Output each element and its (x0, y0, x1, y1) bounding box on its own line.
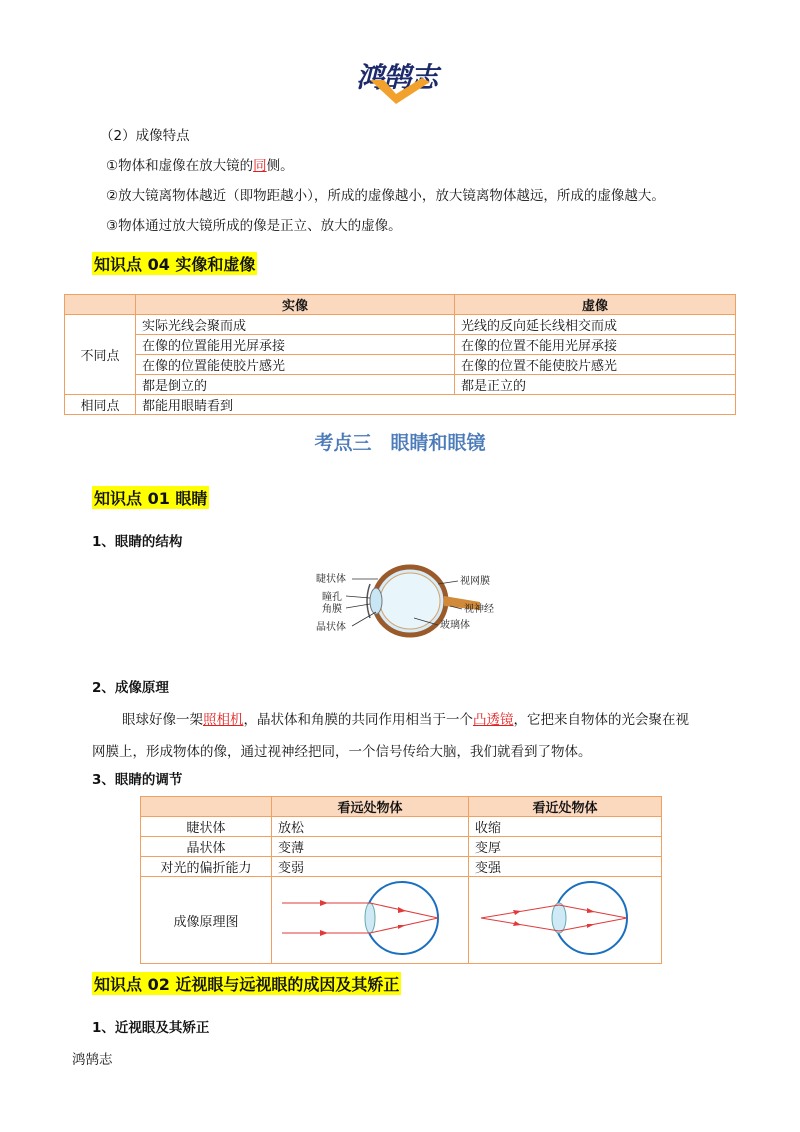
far-diagram-cell (272, 877, 469, 964)
principle-text-post: ，它把来自物体的光会聚在视 (513, 712, 689, 728)
table-row (141, 877, 662, 964)
feature-item-1-pre: ①物体和虚像在放大镜的 (106, 158, 254, 174)
kp01-title: 知识点 01 眼睛 (92, 486, 209, 509)
real-virtual-table (64, 294, 736, 415)
imaging-principle-line-2: 网膜上，形成物体的像，通过视神经把同，一个信号传给大脑，我们就看到了物体。 (92, 744, 592, 760)
table-cell: 在像的位置能使胶片感光 (136, 355, 455, 375)
kp04-title: 知识点 04 实像和虚像 (92, 252, 257, 275)
same-text: 都能用眼睛看到 (136, 395, 736, 415)
table-row (141, 857, 662, 877)
far-vision-diagram (272, 877, 468, 959)
feature-item-1-emphasis: 同 (253, 158, 267, 174)
table-cell: 在像的位置能用光屏承接 (136, 335, 455, 355)
table-row (65, 375, 736, 395)
table-row (141, 817, 662, 837)
table-row (65, 355, 736, 375)
table-cell: 在像的位置不能用光屏承接 (455, 335, 736, 355)
feature-item-3: ③物体通过放大镜所成的像是正立、放大的虚像。 (106, 218, 402, 234)
brand-logo (352, 52, 470, 108)
diagram-label: 成像原理图 (141, 877, 272, 964)
principle-text-pre: 眼球好像一架 (122, 712, 203, 728)
myopia-heading: 1、近视眼及其矫正 (92, 1020, 210, 1036)
table-cell: 在像的位置不能使胶片感光 (455, 355, 736, 375)
table-cell: 变强 (469, 857, 662, 877)
table-cell: 都是正立的 (455, 375, 736, 395)
principle-camera: 照相机 (203, 712, 244, 728)
label-retina: 视网膜 (460, 576, 490, 587)
diff-label: 不同点 (65, 315, 136, 395)
table-cell: 光线的反向延长线相交而成 (455, 315, 736, 335)
table-header-empty (141, 797, 272, 817)
table-row (65, 395, 736, 415)
table-header-real: 实像 (136, 295, 455, 315)
table-header-empty (65, 295, 136, 315)
features-heading: （2）成像特点 (100, 128, 190, 144)
feature-item-1 (106, 154, 294, 174)
imaging-principle-heading: 2、成像原理 (92, 680, 169, 696)
label-lens: 晶状体 (316, 622, 346, 633)
same-label: 相同点 (65, 395, 136, 415)
table-cell: 放松 (272, 817, 469, 837)
table-cell: 睫状体 (141, 817, 272, 837)
label-ciliary: 睫状体 (316, 574, 346, 585)
table-cell: 变薄 (272, 837, 469, 857)
principle-convex-lens: 凸透镜 (473, 712, 514, 728)
label-pupil: 瞳孔 (322, 592, 342, 603)
eye-structure-diagram (310, 562, 520, 642)
table-cell: 对光的偏折能力 (141, 857, 272, 877)
table-row (65, 335, 736, 355)
feature-item-2: ②放大镜离物体越近（即物距越小），所成的虚像越小，放大镜离物体越远，所成的虚像越大。 (106, 188, 665, 204)
table-cell: 晶状体 (141, 837, 272, 857)
label-optic-nerve: 视神经 (464, 604, 494, 615)
table-cell: 变弱 (272, 857, 469, 877)
label-cornea: 角膜 (322, 604, 342, 615)
feature-item-1-post: 侧。 (266, 158, 294, 174)
table-header-row (65, 295, 736, 315)
table-cell: 都是倒立的 (136, 375, 455, 395)
table-header-far: 看远处物体 (272, 797, 469, 817)
table-header-near: 看近处物体 (469, 797, 662, 817)
imaging-principle-line-1 (122, 708, 689, 728)
section-title: 考点三 眼睛和眼镜 (314, 432, 486, 454)
table-cell: 实际光线会聚而成 (136, 315, 455, 335)
table-header-row (141, 797, 662, 817)
logo-check-icon (370, 78, 430, 106)
near-vision-diagram (469, 877, 659, 959)
logo-text: 鸿鹄志 (356, 61, 438, 94)
table-header-virtual: 虚像 (455, 295, 736, 315)
table-cell: 收缩 (469, 817, 662, 837)
eye-adjust-heading: 3、眼睛的调节 (92, 772, 183, 788)
table-row (141, 837, 662, 857)
principle-text-mid: ，晶状体和角膜的共同作用相当于一个 (243, 712, 473, 728)
kp02-title: 知识点 02 近视眼与远视眼的成因及其矫正 (92, 972, 401, 995)
near-diagram-cell (469, 877, 662, 964)
table-row (65, 315, 736, 335)
eye-adjust-table (140, 796, 662, 964)
footer-brand: 鸿鹄志 (72, 1052, 113, 1068)
label-vitreous: 玻璃体 (440, 620, 470, 631)
table-cell: 变厚 (469, 837, 662, 857)
eye-structure-heading: 1、眼睛的结构 (92, 534, 183, 550)
